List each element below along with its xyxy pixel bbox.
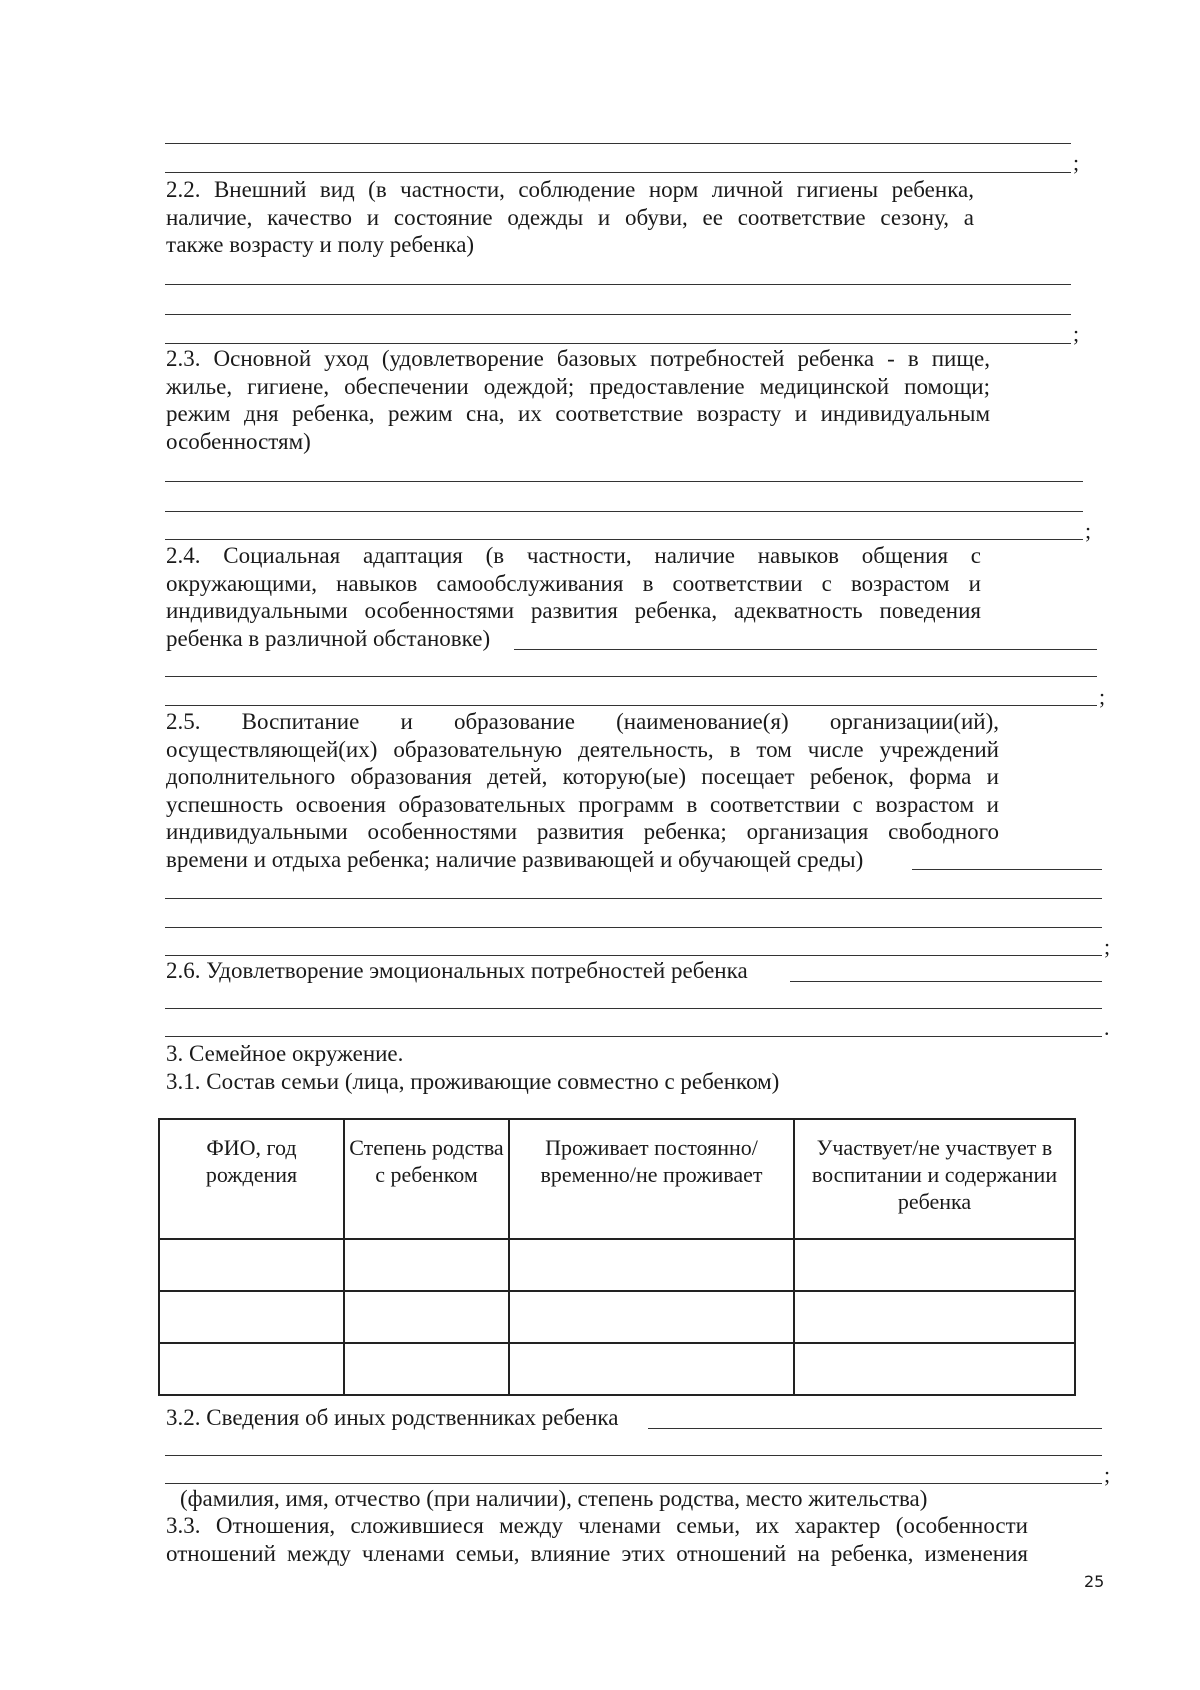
column-header-relation: Степень родства с ребенком — [344, 1119, 509, 1239]
blank-line[interactable] — [165, 284, 1071, 285]
table-cell[interactable] — [159, 1239, 344, 1291]
text-line: жилье, гигиене, обеспечении одеждой; предоставление медицинской помощи; — [166, 373, 990, 399]
blank-line[interactable] — [165, 705, 1097, 706]
section-2-3-text — [166, 345, 990, 428]
text-line: особенностям) — [166, 429, 311, 454]
semicolon: ; — [1104, 1462, 1111, 1487]
text-line: времени и отдыха ребенка; наличие развивающей и обучающей среды) — [166, 847, 864, 872]
table-row — [159, 1343, 1075, 1395]
blank-line[interactable] — [912, 869, 1102, 870]
section-2-4-text-last — [166, 625, 490, 653]
period: . — [1104, 1015, 1110, 1040]
blank-line[interactable] — [165, 1483, 1102, 1484]
section-2-4-text — [166, 542, 981, 625]
table-cell[interactable] — [794, 1239, 1075, 1291]
table-cell[interactable] — [344, 1291, 509, 1343]
blank-line[interactable] — [648, 1428, 1102, 1429]
table-cell[interactable] — [794, 1291, 1075, 1343]
blank-line[interactable] — [165, 676, 1097, 677]
text-line: также возрасту и полу ребенка) — [166, 232, 475, 257]
semicolon: ; — [1104, 934, 1111, 959]
semicolon: ; — [1085, 518, 1092, 543]
blank-line[interactable] — [165, 1008, 1102, 1009]
blank-line[interactable] — [165, 927, 1102, 928]
section-2-5-text — [166, 708, 999, 846]
page-number: 25 — [1084, 1572, 1105, 1591]
blank-line[interactable] — [165, 955, 1102, 956]
column-header-participation: Участвует/не участвует в воспитании и содержании ребенка — [794, 1119, 1075, 1239]
table-row — [159, 1239, 1075, 1291]
table-cell[interactable] — [509, 1239, 794, 1291]
column-header-name: ФИО, год рождения — [159, 1119, 344, 1239]
text-line: осуществляющей(их) образовательную деятельность, в том числе учреждений — [166, 736, 999, 762]
blank-line[interactable] — [165, 539, 1083, 540]
text-line: 2.6. Удовлетворение эмоциональных потребностей ребенка — [166, 958, 748, 983]
semicolon: ; — [1073, 150, 1080, 175]
text-line: окружающими, навыков самообслуживания в соответствии с возрастом и — [166, 570, 981, 596]
section-3-1-title: 3.1. Состав семьи (лица, проживающие совместно с ребенком) — [166, 1069, 780, 1094]
semicolon: ; — [1099, 684, 1106, 709]
section-2-6-text — [166, 957, 748, 985]
section-3-2-title: 3.2. Сведения об иных родственниках ребенка — [166, 1405, 619, 1430]
text-line: отношений между членами семьи, влияние этих отношений на ребенка, изменения — [166, 1540, 1028, 1566]
blank-line[interactable] — [165, 343, 1071, 344]
text-line: 2.4. Социальная адаптация (в частности, наличие навыков общения с — [166, 543, 981, 568]
blank-line[interactable] — [165, 143, 1071, 144]
blank-line[interactable] — [165, 1036, 1102, 1037]
blank-line[interactable] — [165, 511, 1083, 512]
blank-line[interactable] — [514, 649, 1097, 650]
table-cell[interactable] — [344, 1343, 509, 1395]
section-3-3-text — [166, 1512, 1028, 1567]
blank-line[interactable] — [165, 481, 1083, 482]
text-line: 2.3. Основной уход (удовлетворение базовых потребностей ребенка - в пище, — [166, 346, 990, 371]
table-cell[interactable] — [159, 1291, 344, 1343]
text-line: 3.3. Отношения, сложившиеся между членами семьи, их характер (особенности — [166, 1513, 1028, 1538]
table-row — [159, 1291, 1075, 1343]
text-line: успешность освоения образовательных программ в соответствии с возрастом и — [166, 791, 999, 817]
section-3-title: 3. Семейное окружение. — [166, 1041, 404, 1066]
blank-line[interactable] — [790, 981, 1102, 982]
text-line: индивидуальными особенностями развития ребенка, адекватность поведения — [166, 598, 981, 623]
table-cell[interactable] — [344, 1239, 509, 1291]
family-composition-table — [158, 1118, 1076, 1396]
section-2-2-text-last — [166, 231, 474, 259]
text-line: дополнительного образования детей, которую(ые) посещает ребенок, форма и — [166, 764, 999, 789]
table-header-row — [159, 1119, 1075, 1239]
table-cell[interactable] — [794, 1343, 1075, 1395]
table-cell[interactable] — [159, 1343, 344, 1395]
section-2-2-text — [166, 176, 974, 231]
section-2-5-text-last — [166, 846, 863, 874]
table-cell[interactable] — [509, 1343, 794, 1395]
text-line: 2.5. Воспитание и образование (наименование(я) организации(ий), — [166, 709, 999, 734]
blank-line[interactable] — [165, 314, 1071, 315]
blank-line[interactable] — [165, 898, 1102, 899]
text-line: индивидуальными особенностями развития ребенка; организация свободного — [166, 819, 999, 844]
semicolon: ; — [1073, 321, 1080, 346]
text-line: режим дня ребенка, режим сна, их соответствие возрасту и индивидуальным — [166, 401, 990, 426]
section-3-2-note: (фамилия, имя, отчество (при наличии), степень родства, место жительства) — [180, 1486, 928, 1511]
blank-line[interactable] — [165, 1455, 1102, 1456]
blank-line[interactable] — [165, 172, 1071, 173]
text-line: 2.2. Внешний вид (в частности, соблюдение норм личной гигиены ребенка, — [166, 177, 974, 202]
column-header-residence: Проживает постоянно/временно/не проживает — [509, 1119, 794, 1239]
section-2-3-text-last — [166, 428, 311, 456]
table-cell[interactable] — [509, 1291, 794, 1343]
text-line: ребенка в различной обстановке) — [166, 626, 491, 651]
text-line: наличие, качество и состояние одежды и обуви, ее соответствие сезону, а — [166, 204, 974, 230]
